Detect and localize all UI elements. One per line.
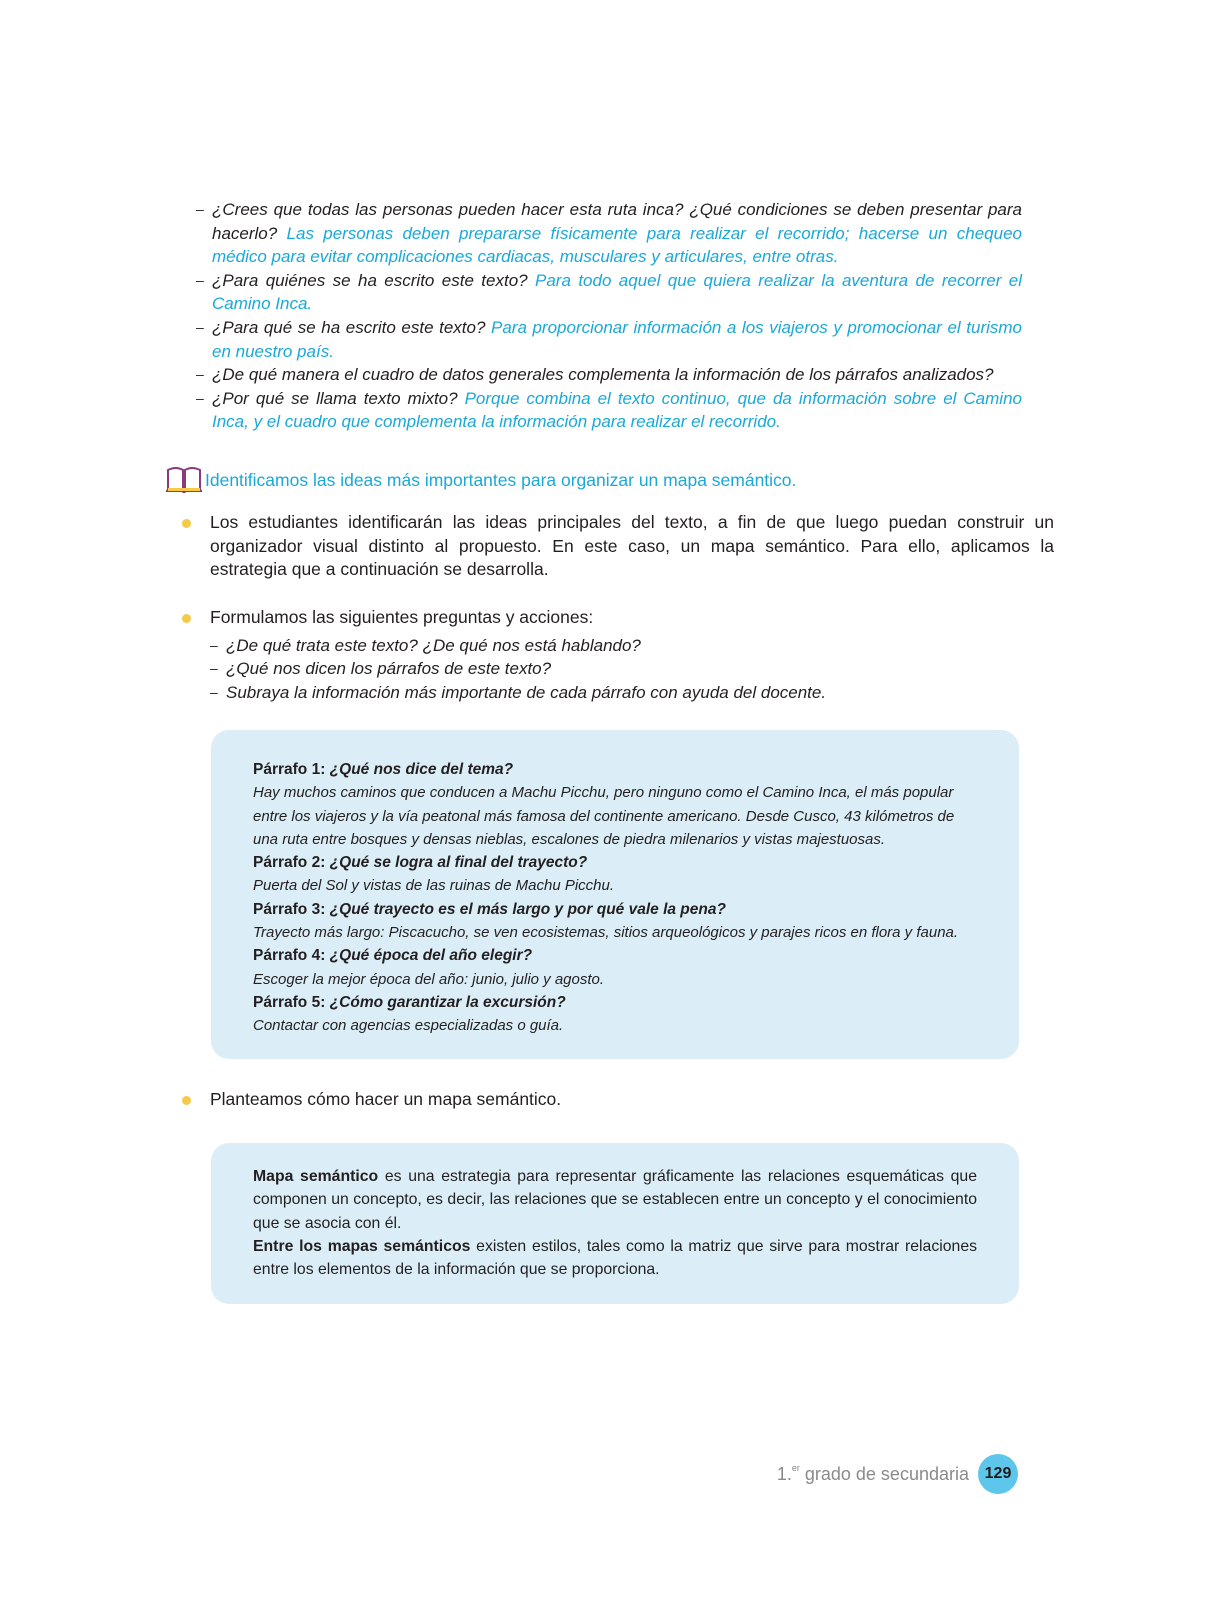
paragraph-title: Párrafo 1: ¿Qué nos dice del tema?	[253, 761, 514, 778]
bullet-text: Planteamos cómo hacer un mapa semántico.	[210, 1089, 562, 1109]
paragraph-text: Puerta del Sol y vistas de las ruinas de Machu Picchu.	[253, 877, 615, 895]
paragraph-text: Hay muchos caminos que conducen a Machu Picchu, pero ninguno como el Camino Inca, el más popular entre los viajeros y la vía peatonal más famosa del continente americano. Desde Cusco, 43 kilómetros de una ruta entre bosques y densas nieblas, escalones de piedra milenarios y vistas majestuosas.	[253, 784, 955, 848]
paragraph-text: Trayecto más largo: Piscacucho, se ven ecosistemas, sitios arqueológicos y parajes ricos en flora y fauna.	[253, 924, 959, 942]
bullet-dot	[182, 614, 191, 623]
question-list	[196, 198, 1022, 434]
answer-text: Para todo aquel que quiera realizar la aventura de recorrer el Camino Inca.	[212, 270, 1022, 314]
question-item	[196, 387, 1022, 434]
answer-text: Las personas deben prepararse físicamente para realizar el recorrido; hacerse un chequeo médico para evitar complicaciones cardiacas, musculares y articulares, entre otras.	[212, 223, 1022, 267]
bullet-dot	[182, 519, 191, 528]
list-item: – ¿Qué nos dicen los párrafos de este texto?	[210, 657, 1054, 681]
bullet-paragraph	[178, 1088, 1054, 1112]
paragraph-title: Párrafo 5: ¿Cómo garantizar la excursión?	[253, 993, 566, 1011]
list-item: – Subraya la información más importante de cada párrafo con ayuda del docente.	[210, 681, 1054, 705]
answer-text: Para proporcionar información a los viajeros y promocionar el turismo en nuestro país.	[212, 317, 1023, 361]
page-footer	[777, 1454, 1018, 1494]
definition-box	[211, 1143, 1019, 1304]
bullet-text: Formulamos las siguientes preguntas y acciones:	[210, 607, 594, 627]
question-text: ¿Para qué se ha escrito este texto?	[212, 317, 486, 337]
definition-paragraph: Entre los mapas semánticos existen estilos, tales como la matriz que sirve para mostrar relaciones entre los elementos de la información que se proporciona.	[253, 1237, 978, 1279]
paragraph-title: Párrafo 4: ¿Qué época del año elegir?	[253, 947, 533, 965]
page-number: 129	[978, 1454, 1018, 1494]
list-item: – ¿De qué trata este texto? ¿De qué nos está hablando?	[210, 634, 1054, 658]
bullet-paragraph	[178, 606, 1054, 704]
paragraph-title: Párrafo 3: ¿Qué trayecto es el más largo y por qué vale la pena?	[253, 900, 726, 918]
paragraph-title: Párrafo 2: ¿Qué se logra al final del trayecto?	[253, 854, 588, 872]
action-list	[210, 634, 1054, 705]
section-heading	[165, 462, 796, 494]
question-item	[196, 363, 1022, 387]
question-item	[196, 198, 1022, 269]
open-book-icon	[165, 464, 203, 494]
question-text: ¿De qué manera el cuadro de datos generales complementa la información de los párrafos analizados?	[212, 365, 994, 385]
answer-text: Porque combina el texto continuo, que da información sobre el Camino Inca, y el cuadro que complementa la información para realizar el recorrido.	[212, 388, 1022, 432]
question-text: ¿Por qué se llama texto mixto?	[212, 388, 458, 408]
bullet-dot	[182, 1096, 191, 1105]
section-title: Identificamos las ideas más importantes para organizar un mapa semántico.	[205, 470, 797, 490]
definition-paragraph: Mapa semántico es una estrategia para representar gráficamente las relaciones esquemáticas que componen un concepto, es decir, las relaciones que se establecen entre un concepto y el conocimiento que se asocia con él.	[253, 1168, 977, 1232]
paragraph-summary-box	[211, 730, 1019, 1059]
paragraph-text: Contactar con agencias especializadas o guía.	[253, 1017, 564, 1035]
question-item	[196, 269, 1022, 316]
grade-label: 1.$^{er}$ grado de secundaria	[776, 1463, 969, 1484]
bullet-paragraph	[178, 511, 1054, 582]
question-text: ¿Para quiénes se ha escrito este texto?	[212, 270, 528, 290]
question-text: ¿Crees que todas las personas pueden hacer esta ruta inca? ¿Qué condiciones se deben presentar para hacerlo?	[212, 200, 1022, 243]
bullet-text: Los estudiantes identificarán las ideas principales del texto, a fin de que luego puedan construir un organizador visual distinto al propuesto. En este caso, un mapa semántico. Para ello, aplicamos la estrategia que a continuación se desarrolla.	[210, 512, 1054, 580]
question-item	[196, 316, 1022, 363]
paragraph-text: Escoger la mejor época del año: junio, julio y agosto.	[253, 970, 605, 988]
